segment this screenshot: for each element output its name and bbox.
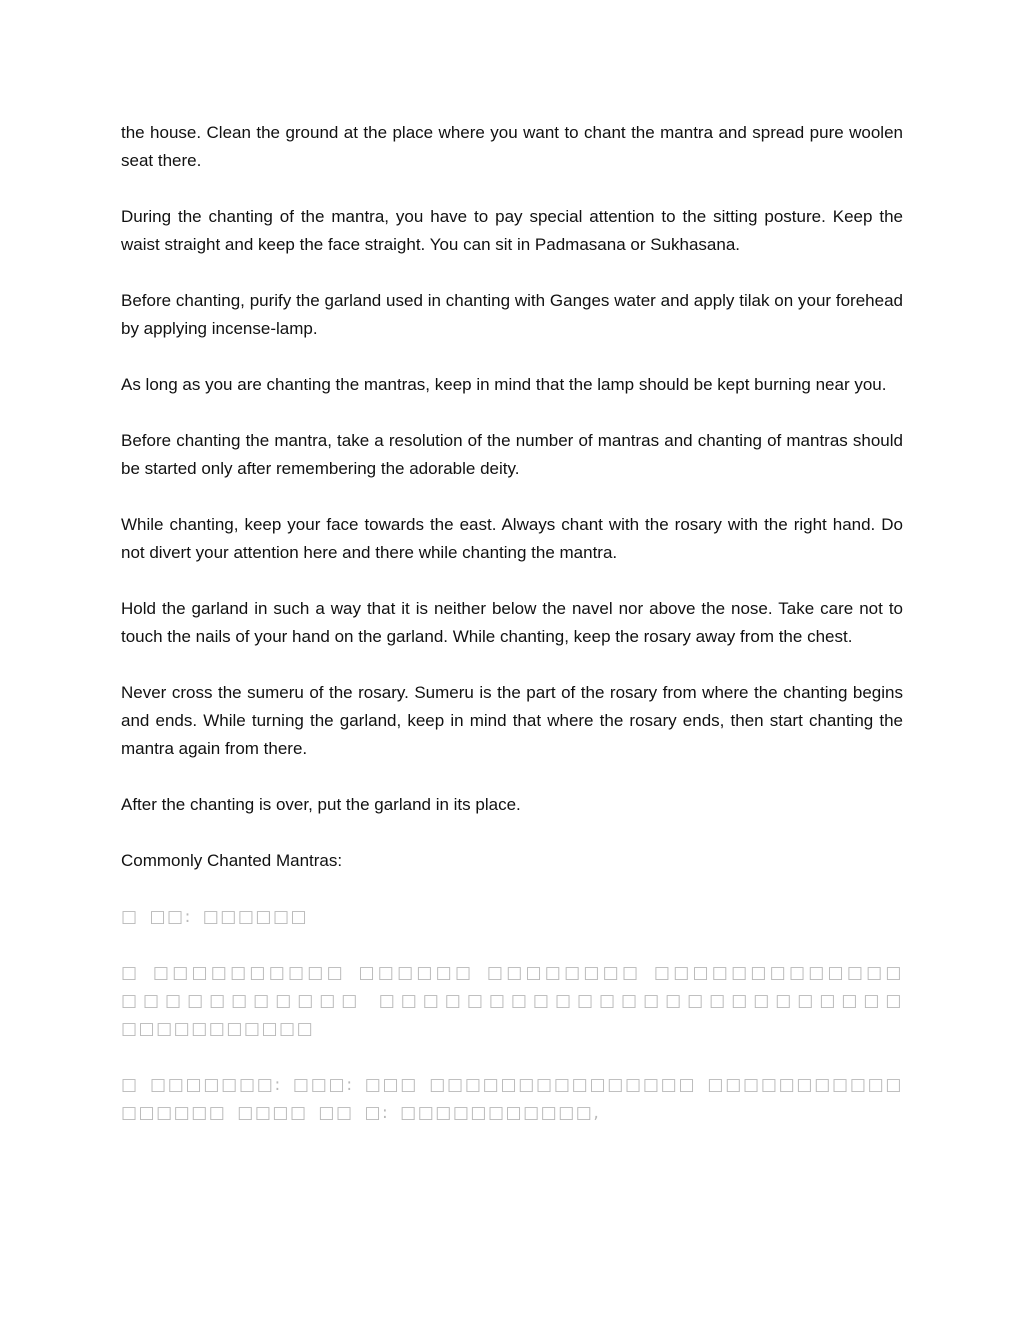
paragraph-purify-garland: Before chanting, purify the garland used in chanting with Ganges water and apply tilak on your forehead by applying incense-lamp. xyxy=(121,291,903,338)
mantra-line-1: □ □□: □□□□□□ xyxy=(121,907,309,927)
paragraph-face-east: While chanting, keep your face towards the east. Always chant with the rosary with the right hand. Do not divert your attention here and there while chanting the mantra. xyxy=(121,515,903,562)
paragraph-sumeru: Never cross the sumeru of the rosary. Sumeru is the part of the rosary from where the chanting begins and ends. While turning the garland, keep in mind that where the rosary ends, then start chanting the mantra again from there. xyxy=(121,683,903,758)
paragraph-resolution: Before chanting the mantra, take a resolution of the number of mantras and chanting of mantras should be started only after remembering the adorable deity. xyxy=(121,431,903,478)
paragraph-lamp-burning: As long as you are chanting the mantras, keep in mind that the lamp should be kept burning near you. xyxy=(121,375,887,394)
paragraph-house-cleaning: the house. Clean the ground at the place where you want to chant the mantra and spread pure woolen seat there. xyxy=(121,123,903,170)
mantra-line-3: □ □□□□□□□: □□□: □□□ □□□□□□□□□□□□□□□ □□□□□□□□□□□ □□□□□□ □□□□ □□ □: □□□□□□□□□□□, xyxy=(121,1075,903,1123)
paragraph-hold-garland: Hold the garland in such a way that it is neither below the navel nor above the nose. Take care not to touch the nails of your hand on the garland. While chanting, keep the rosary away from the chest. xyxy=(121,599,903,646)
document-body xyxy=(121,119,903,1155)
paragraph-sitting-posture: During the chanting of the mantra, you have to pay special attention to the sitting posture. Keep the waist straight and keep the face straight. You can sit in Padmasana or Sukhasana. xyxy=(121,207,903,254)
mantra-line-2: □ □□□□□□□□□□ □□□□□□ □□□□□□□□ □□□□□□□□□□□□□ □□□□□□□□□□□ □□□□□□□□□□□□□□□□□□□□□□□□ □□□□□□□□□□□ xyxy=(121,963,903,1039)
paragraph-after-chanting: After the chanting is over, put the garland in its place. xyxy=(121,795,521,814)
mantras-heading: Commonly Chanted Mantras: xyxy=(121,851,343,870)
